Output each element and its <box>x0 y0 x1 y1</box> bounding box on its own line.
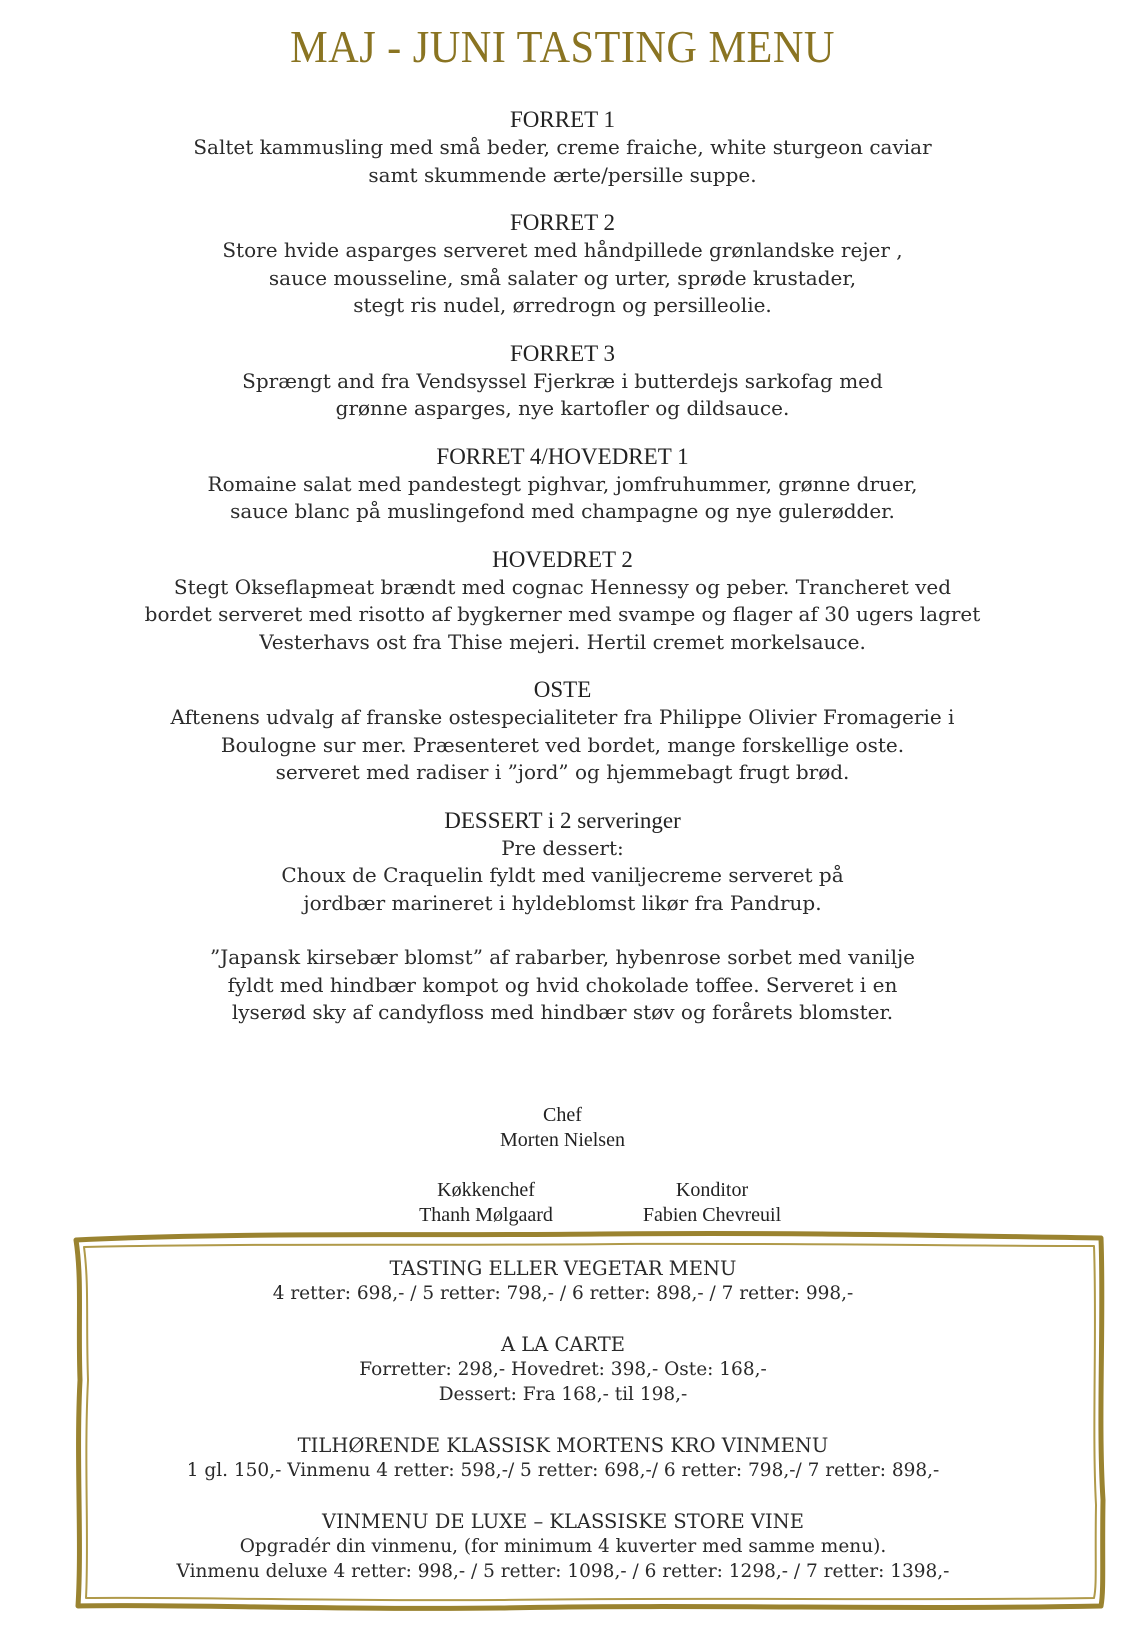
staff-role: Konditor <box>675 1179 749 1201</box>
course-line: grønne asparges, nye kartofler og dildsauce. <box>335 396 790 420</box>
price-line: Dessert: Fra 168,- til 198,- <box>438 1384 688 1405</box>
course-forret-2 <box>0 209 1125 320</box>
staff-role: Køkkenchef <box>437 1179 535 1201</box>
dessert-line: ”Japansk kirsebær blomst” af rabarber, hybenrose sorbet med vanilje <box>209 945 916 969</box>
price-block-vinmenu <box>90 1433 1036 1483</box>
course-line: serveret med radiser i ”jord” og hjemmebagt frugt brød. <box>275 760 850 784</box>
spacer <box>0 917 1125 944</box>
staff-kokkenchef <box>376 1178 596 1228</box>
course-line: sauce mousseline, små salater og urter, sprøde krustader, <box>268 265 857 290</box>
staff-konditor <box>602 1178 822 1228</box>
course-line: samt skummende ærte/persille suppe. <box>368 162 757 187</box>
staff-name: Thanh Mølgaard <box>419 1204 553 1226</box>
price-line: Vinmenu deluxe 4 retter: 998,- / 5 retter: 1098,- / 6 retter: 1298,- / 7 retter: 1398,- <box>176 1561 950 1582</box>
price-line: Forretter: 298,- Hovedret: 398,- Oste: 168,- <box>359 1359 767 1380</box>
course-oste <box>0 676 1125 787</box>
course-line: Saltet kammusling med små beder, creme fraiche, white sturgeon caviar <box>193 135 932 159</box>
price-line: Opgradér din vinmenu, (for minimum 4 kuverter med samme menu). <box>239 1536 887 1557</box>
course-line: bordet serveret med risotto af bygkerner med svampe og flager af 30 ugers lagret <box>144 602 981 626</box>
dessert-line: Choux de Craquelin fyldt med vaniljecreme serveret på <box>281 863 844 887</box>
chef-credit <box>0 1103 1125 1153</box>
chef-name: Morten Nielsen <box>500 1129 625 1151</box>
course-line: Store hvide asparges serveret med håndpillede grønlandske rejer , <box>222 238 903 262</box>
course-line: sauce blanc på muslingefond med champagne og nye gulerødder. <box>230 499 895 523</box>
course-title: HOVEDRET 2 <box>492 546 633 572</box>
course-line: Sprængt and fra Vendsyssel Fjerkræ i butterdejs sarkofag med <box>242 368 883 393</box>
dessert-line: Pre dessert: <box>501 835 624 860</box>
course-line: Stegt Okseflapmeat brændt med cognac Hennessy og peber. Trancheret ved <box>173 574 952 599</box>
course-title: FORRET 2 <box>509 210 616 235</box>
price-block-vinmenu-deluxe <box>90 1509 1036 1584</box>
course-hovedret-2 <box>0 546 1125 657</box>
page-title: MAJ - JUNI TASTING MENU <box>290 21 835 72</box>
menu-courses <box>0 106 1125 1047</box>
course-forret-1 <box>0 106 1125 189</box>
staff-name: Fabien Chevreuil <box>642 1204 782 1226</box>
price-list <box>90 1256 1036 1610</box>
dessert-line: jordbær marineret i hyldeblomst likør fra Pandrup. <box>303 890 822 915</box>
course-dessert <box>0 807 1125 1027</box>
price-title: TASTING ELLER VEGETAR MENU <box>389 1257 737 1280</box>
dessert-line: lyserød sky af candyfloss med hindbær støv og forårets blomster. <box>231 1000 894 1024</box>
course-title: FORRET 4/HOVEDRET 1 <box>436 443 689 469</box>
course-forret-3 <box>0 340 1125 423</box>
course-title: FORRET 1 <box>509 107 616 132</box>
chef-role: Chef <box>543 1104 582 1126</box>
course-line: Romaine salat med pandestegt pighvar, jomfruhummer, grønne druer, <box>207 471 918 496</box>
course-line: Boulogne sur mer. Præsenteret ved bordet, mange forskellige oste. <box>220 732 905 757</box>
price-block-a-la-carte <box>90 1332 1036 1407</box>
price-title: VINMENU DE LUXE – KLASSISKE STORE VINE <box>322 1510 804 1533</box>
price-title: A LA CARTE <box>500 1333 626 1356</box>
course-line: stegt ris nudel, ørredrogn og persilleolie. <box>353 293 772 317</box>
course-forret-4 <box>0 443 1125 526</box>
course-line: Vesterhavs ost fra Thise mejeri. Hertil cremet morkelsauce. <box>259 629 866 654</box>
dessert-line: fyldt med hindbær kompot og hvid chokolade toffee. Serveret i en <box>227 972 898 997</box>
course-title: FORRET 3 <box>509 340 616 366</box>
price-block-tasting <box>90 1256 1036 1306</box>
course-title: OSTE <box>533 677 592 702</box>
price-line: 4 retter: 698,- / 5 retter: 798,- / 6 retter: 898,- / 7 retter: 998,- <box>272 1283 854 1304</box>
price-title: TILHØRENDE KLASSISK MORTENS KRO VINMENU <box>297 1434 829 1457</box>
price-line: 1 gl. 150,- Vinmenu 4 retter: 598,-/ 5 retter: 698,-/ 6 retter: 798,-/ 7 retter: 898,- <box>186 1460 940 1481</box>
course-title: DESSERT i 2 serveringer <box>444 807 681 833</box>
course-line: Aftenens udvalg af franske ostespecialiteter fra Philippe Olivier Fromagerie i <box>170 705 955 729</box>
